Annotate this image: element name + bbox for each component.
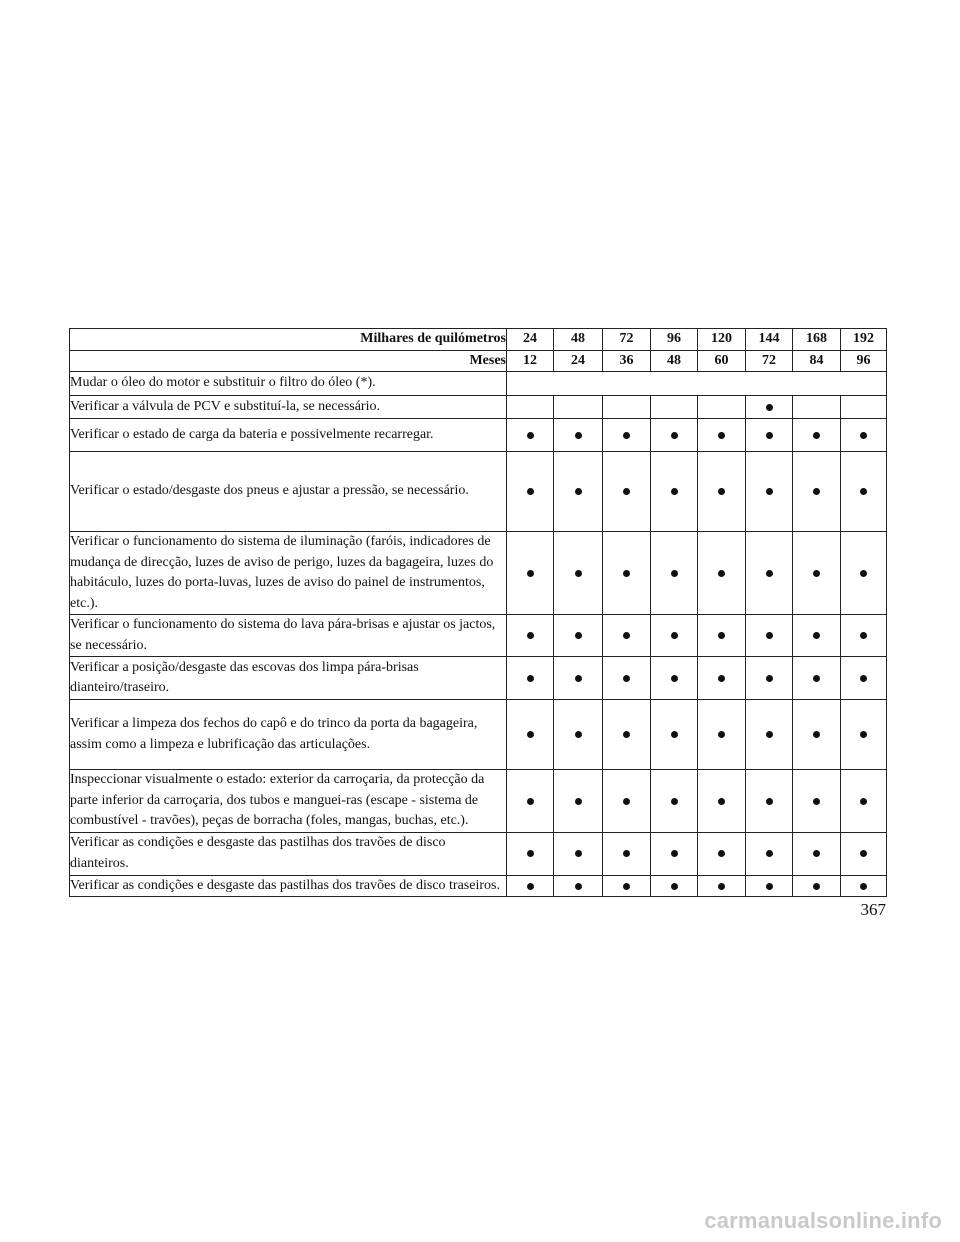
bullet-icon: [860, 632, 867, 639]
table-row: [70, 770, 887, 833]
service-mark-cell: [793, 875, 841, 897]
service-mark-cell: [651, 657, 698, 700]
bullet-icon: [813, 675, 820, 682]
task-description: Verificar as condições e desgaste das pastilhas dos travões de disco dianteiros.: [70, 832, 507, 875]
service-mark-cell: [793, 770, 841, 833]
service-mark-cell: [554, 832, 603, 875]
service-mark-cell: [554, 700, 603, 770]
bullet-icon: [860, 883, 867, 890]
service-mark-cell: [793, 700, 841, 770]
task-description: Verificar o funcionamento do sistema do lava pára-brisas e ajustar os jactos, se necessário.: [70, 615, 507, 657]
service-mark-cell: [841, 875, 887, 897]
service-mark-cell: [698, 700, 746, 770]
service-mark-cell: [603, 532, 651, 615]
header-value: 192: [841, 329, 887, 351]
table-row: [70, 875, 887, 897]
bullet-icon: [813, 632, 820, 639]
service-mark-cell: [698, 832, 746, 875]
service-mark-cell: [746, 615, 793, 657]
bullet-icon: [813, 570, 820, 577]
service-mark-cell: [841, 832, 887, 875]
bullet-icon: [623, 632, 630, 639]
bullet-icon: [623, 798, 630, 805]
table-row: [70, 452, 887, 532]
service-mark-cell: [603, 657, 651, 700]
bullet-icon: [623, 570, 630, 577]
bullet-icon: [527, 632, 534, 639]
service-mark-cell: [651, 532, 698, 615]
bullet-icon: [860, 432, 867, 439]
header-value: 60: [698, 350, 746, 372]
bullet-icon: [860, 675, 867, 682]
bullet-icon: [813, 850, 820, 857]
service-mark-cell: [507, 700, 554, 770]
service-mark-cell: [841, 452, 887, 532]
service-mark-cell: [507, 532, 554, 615]
bullet-icon: [575, 675, 582, 682]
service-mark-cell: [793, 532, 841, 615]
service-mark-cell: [651, 832, 698, 875]
service-mark-cell: [746, 770, 793, 833]
bullet-icon: [671, 675, 678, 682]
bullet-icon: [718, 488, 725, 495]
empty-cell: [651, 396, 698, 419]
bullet-icon: [527, 570, 534, 577]
bullet-icon: [718, 432, 725, 439]
service-mark-cell: [746, 532, 793, 615]
bullet-icon: [527, 850, 534, 857]
bullet-icon: [575, 883, 582, 890]
bullet-icon: [860, 488, 867, 495]
service-mark-cell: [698, 452, 746, 532]
bullet-icon: [527, 675, 534, 682]
service-mark-cell: [507, 419, 554, 452]
service-mark-cell: [793, 657, 841, 700]
empty-cell: [603, 396, 651, 419]
bullet-icon: [527, 798, 534, 805]
service-mark-cell: [698, 419, 746, 452]
service-mark-cell: [651, 615, 698, 657]
service-mark-cell: [698, 532, 746, 615]
header-value: 24: [507, 329, 554, 351]
service-mark-cell: [554, 657, 603, 700]
bullet-icon: [766, 850, 773, 857]
service-mark-cell: [507, 875, 554, 897]
bullet-icon: [623, 883, 630, 890]
service-mark-cell: [746, 452, 793, 532]
bullet-icon: [813, 432, 820, 439]
merged-interval-cell: [507, 372, 887, 396]
service-mark-cell: [603, 875, 651, 897]
bullet-icon: [575, 432, 582, 439]
bullet-icon: [671, 798, 678, 805]
header-value: 48: [651, 350, 698, 372]
service-mark-cell: [507, 615, 554, 657]
table-row: [70, 657, 887, 700]
service-mark-cell: [793, 832, 841, 875]
service-mark-cell: [698, 615, 746, 657]
bullet-icon: [718, 675, 725, 682]
bullet-icon: [766, 632, 773, 639]
bullet-icon: [813, 798, 820, 805]
bullet-icon: [671, 731, 678, 738]
service-mark-cell: [554, 419, 603, 452]
table-row: [70, 615, 887, 657]
bullet-icon: [671, 432, 678, 439]
bullet-icon: [860, 798, 867, 805]
bullet-icon: [575, 850, 582, 857]
bullet-icon: [575, 731, 582, 738]
bullet-icon: [860, 850, 867, 857]
service-mark-cell: [698, 770, 746, 833]
service-mark-cell: [746, 832, 793, 875]
bullet-icon: [718, 850, 725, 857]
service-mark-cell: [554, 452, 603, 532]
service-mark-cell: [793, 615, 841, 657]
header-value: 168: [793, 329, 841, 351]
bullet-icon: [766, 883, 773, 890]
bullet-icon: [718, 883, 725, 890]
service-mark-cell: [746, 396, 793, 419]
service-mark-cell: [746, 657, 793, 700]
bullet-icon: [527, 883, 534, 890]
header-value: 144: [746, 329, 793, 351]
empty-cell: [554, 396, 603, 419]
empty-cell: [841, 396, 887, 419]
header-value: 96: [651, 329, 698, 351]
service-mark-cell: [793, 452, 841, 532]
bullet-icon: [575, 570, 582, 577]
service-mark-cell: [746, 875, 793, 897]
service-mark-cell: [507, 770, 554, 833]
service-mark-cell: [507, 832, 554, 875]
service-mark-cell: [793, 419, 841, 452]
bullet-icon: [766, 570, 773, 577]
bullet-icon: [527, 731, 534, 738]
task-description: Verificar o funcionamento do sistema de iluminação (faróis, indicadores de mudança de direcção, luzes de aviso de perigo, luzes da bagageira, luzes do habitáculo, luzes do porta-luvas, luzes de aviso do painel de instrumentos, etc.).: [70, 532, 507, 615]
service-mark-cell: [603, 832, 651, 875]
service-mark-cell: [603, 419, 651, 452]
task-description: Inspeccionar visualmente o estado: exterior da carroçaria, da protecção da parte inferior da carroçaria, dos tubos e manguei-ras (escape - sistema de combustível - travões), peças de borracha (foles, mangas, buchas, etc.).: [70, 770, 507, 833]
service-mark-cell: [698, 657, 746, 700]
bullet-icon: [623, 850, 630, 857]
bullet-icon: [766, 731, 773, 738]
service-mark-cell: [507, 452, 554, 532]
bullet-icon: [718, 570, 725, 577]
service-mark-cell: [841, 419, 887, 452]
table-row: [70, 832, 887, 875]
empty-cell: [698, 396, 746, 419]
header-value: 72: [603, 329, 651, 351]
service-mark-cell: [651, 419, 698, 452]
bullet-icon: [575, 488, 582, 495]
header-value: 96: [841, 350, 887, 372]
service-mark-cell: [554, 770, 603, 833]
bullet-icon: [575, 798, 582, 805]
bullet-icon: [623, 488, 630, 495]
service-mark-cell: [651, 452, 698, 532]
empty-cell: [507, 396, 554, 419]
page-number: 367: [860, 900, 886, 919]
bullet-icon: [766, 798, 773, 805]
table-row: [70, 700, 887, 770]
maintenance-schedule-table: [69, 328, 887, 897]
bullet-icon: [718, 632, 725, 639]
bullet-icon: [527, 432, 534, 439]
table-row: [70, 372, 887, 396]
bullet-icon: [766, 675, 773, 682]
service-mark-cell: [841, 657, 887, 700]
bullet-icon: [671, 488, 678, 495]
service-mark-cell: [651, 875, 698, 897]
table-row: [70, 419, 887, 452]
service-mark-cell: [651, 700, 698, 770]
bullet-icon: [671, 850, 678, 857]
header-value: 72: [746, 350, 793, 372]
header-value: 12: [507, 350, 554, 372]
service-mark-cell: [603, 700, 651, 770]
service-mark-cell: [746, 419, 793, 452]
watermark: carmanualsonline.info: [704, 1208, 942, 1233]
empty-cell: [793, 396, 841, 419]
bullet-icon: [766, 432, 773, 439]
service-mark-cell: [841, 700, 887, 770]
header-label: Meses: [70, 350, 507, 372]
service-mark-cell: [554, 532, 603, 615]
header-value: 48: [554, 329, 603, 351]
service-mark-cell: [698, 875, 746, 897]
task-description: Mudar o óleo do motor e substituir o filtro do óleo (*).: [70, 372, 507, 396]
task-description: Verificar o estado de carga da bateria e possivelmente recarregar.: [70, 419, 507, 452]
bullet-icon: [623, 731, 630, 738]
service-mark-cell: [603, 770, 651, 833]
header-value: 84: [793, 350, 841, 372]
bullet-icon: [671, 632, 678, 639]
bullet-icon: [671, 883, 678, 890]
table-row: [70, 532, 887, 615]
bullet-icon: [766, 488, 773, 495]
service-mark-cell: [603, 452, 651, 532]
service-mark-cell: [841, 770, 887, 833]
service-mark-cell: [603, 615, 651, 657]
task-description: Verificar o estado/desgaste dos pneus e ajustar a pressão, se necessário.: [70, 452, 507, 532]
service-mark-cell: [507, 657, 554, 700]
task-description: Verificar a válvula de PCV e substituí-la, se necessário.: [70, 396, 507, 419]
bullet-icon: [813, 488, 820, 495]
header-row-km: [70, 329, 887, 351]
header-value: 24: [554, 350, 603, 372]
bullet-icon: [813, 883, 820, 890]
bullet-icon: [860, 570, 867, 577]
bullet-icon: [766, 404, 773, 411]
service-mark-cell: [554, 615, 603, 657]
bullet-icon: [860, 731, 867, 738]
header-label: Milhares de quilómetros: [70, 329, 507, 351]
table-row: [70, 396, 887, 419]
header-value: 36: [603, 350, 651, 372]
task-description: Verificar as condições e desgaste das pastilhas dos travões de disco traseiros.: [70, 875, 507, 897]
bullet-icon: [623, 432, 630, 439]
task-description: Verificar a limpeza dos fechos do capô e do trinco da porta da bagageira, assim como a limpeza e lubrificação das articulações.: [70, 700, 507, 770]
header-row-months: [70, 350, 887, 372]
header-value: 120: [698, 329, 746, 351]
bullet-icon: [527, 488, 534, 495]
service-mark-cell: [841, 532, 887, 615]
service-mark-cell: [746, 700, 793, 770]
bullet-icon: [718, 798, 725, 805]
service-mark-cell: [841, 615, 887, 657]
bullet-icon: [623, 675, 630, 682]
bullet-icon: [813, 731, 820, 738]
bullet-icon: [671, 570, 678, 577]
task-description: Verificar a posição/desgaste das escovas dos limpa pára-brisas dianteiro/traseiro.: [70, 657, 507, 700]
service-mark-cell: [554, 875, 603, 897]
bullet-icon: [575, 632, 582, 639]
bullet-icon: [718, 731, 725, 738]
service-mark-cell: [651, 770, 698, 833]
